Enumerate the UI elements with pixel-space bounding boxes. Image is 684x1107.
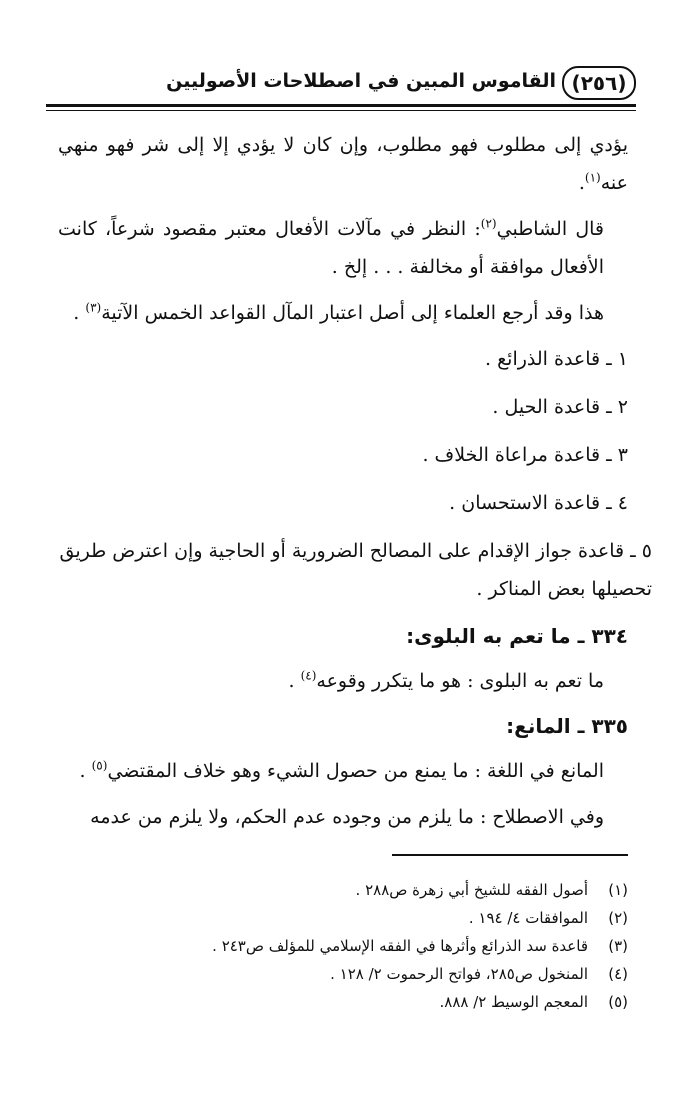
- footnote-ref[interactable]: (١): [584, 170, 601, 185]
- paragraph-continuation: [58, 126, 628, 202]
- footnote-text: المنخول ص٢٨٥، فواتح الرحموت ٢/ ١٢٨ .: [330, 965, 588, 983]
- footnote-number: (٥): [608, 993, 628, 1011]
- paragraph-text: هذا وقد أرجع العلماء إلى أصل اعتبار المآل القواعد الخمس الآتية: [101, 302, 604, 324]
- list-item: ٤ ـ قاعدة الاستحسان .: [449, 492, 628, 514]
- paragraph-text: يؤدي إلى مطلوب فهو مطلوب، وإن كان لا يؤدي إلا إلى شر فهو منهي عنه: [58, 134, 629, 194]
- entry-definition: [58, 752, 628, 790]
- footnote-ref[interactable]: (٣): [85, 300, 102, 315]
- paragraph-shatibi: [58, 210, 628, 286]
- footnote-ref[interactable]: (٤): [300, 668, 317, 683]
- header-rule: [46, 104, 636, 107]
- footnote: [58, 960, 628, 988]
- footnote-text: قاعدة سد الذرائع وأثرها في الفقه الإسلامي للمؤلف ص٢٤٣ .: [212, 937, 588, 955]
- entry-definition: [58, 662, 628, 700]
- footnotes: [58, 876, 628, 1016]
- footnote: [58, 904, 628, 932]
- entry-heading: ٣٣٤ ـ ما تعم به البلوى:: [406, 624, 628, 648]
- definition-end: .: [79, 760, 92, 782]
- header-rule-thin: [46, 110, 636, 111]
- footnote: [58, 876, 628, 904]
- page-number: (٢٥٦): [562, 66, 636, 100]
- list-item: ١ ـ قاعدة الذرائع .: [484, 348, 628, 370]
- footnote-text: أصول الفقه للشيخ أبي زهرة ص٢٨٨ .: [355, 881, 588, 899]
- footnote-number: (٤): [608, 965, 628, 983]
- footnote-text: الموافقات ٤/ ١٩٤ .: [468, 909, 588, 927]
- footnote-ref[interactable]: (٢): [480, 216, 497, 231]
- footnote-number: (٢): [608, 909, 628, 927]
- entry-heading: ٣٣٥ ـ المانع:: [506, 714, 628, 738]
- paragraph-rules-intro: [58, 294, 628, 332]
- footnote-number: (٣): [608, 937, 628, 955]
- definition-end: .: [288, 670, 301, 692]
- footnote: [58, 932, 628, 960]
- list-item: ٢ ـ قاعدة الحيل .: [492, 396, 628, 418]
- definition-text: ما تعم به البلوى : هو ما يتكرر وقوعه: [316, 670, 604, 692]
- paragraph-text: : النظر في مآلات الأفعال معتبر مقصود شرعاً، كانت الأفعال موافقة أو مخالفة . . . إلخ .: [58, 218, 604, 278]
- footnote-text: المعجم الوسيط ٢/ ٨٨٨.: [439, 993, 588, 1011]
- footnote-number: (١): [608, 881, 628, 899]
- footnote: [58, 988, 628, 1016]
- entry-definition: وفي الاصطلاح : ما يلزم من وجوده عدم الحكم، ولا يلزم من عدمه: [90, 806, 604, 828]
- footnote-separator: [392, 854, 628, 856]
- running-header: [46, 62, 636, 102]
- book-title: القاموس المبين في اصطلاحات الأصوليين: [166, 70, 556, 92]
- main-text: [58, 126, 652, 844]
- paragraph-end: .: [73, 302, 86, 324]
- list-item: ٥ ـ قاعدة جواز الإقدام على المصالح الضرورية أو الحاجية وإن اعترض طريق تحصيلها بعض المناكر .: [59, 540, 652, 600]
- definition-text: المانع في اللغة : ما يمنع من حصول الشيء وهو خلاف المقتضي: [107, 760, 604, 782]
- list-item: ٣ ـ قاعدة مراعاة الخلاف .: [422, 444, 628, 466]
- paragraph-text: قال الشاطبي: [496, 218, 604, 240]
- rules-list: [58, 340, 652, 608]
- paragraph-end: .: [578, 172, 585, 194]
- footnote-ref[interactable]: (٥): [91, 758, 108, 773]
